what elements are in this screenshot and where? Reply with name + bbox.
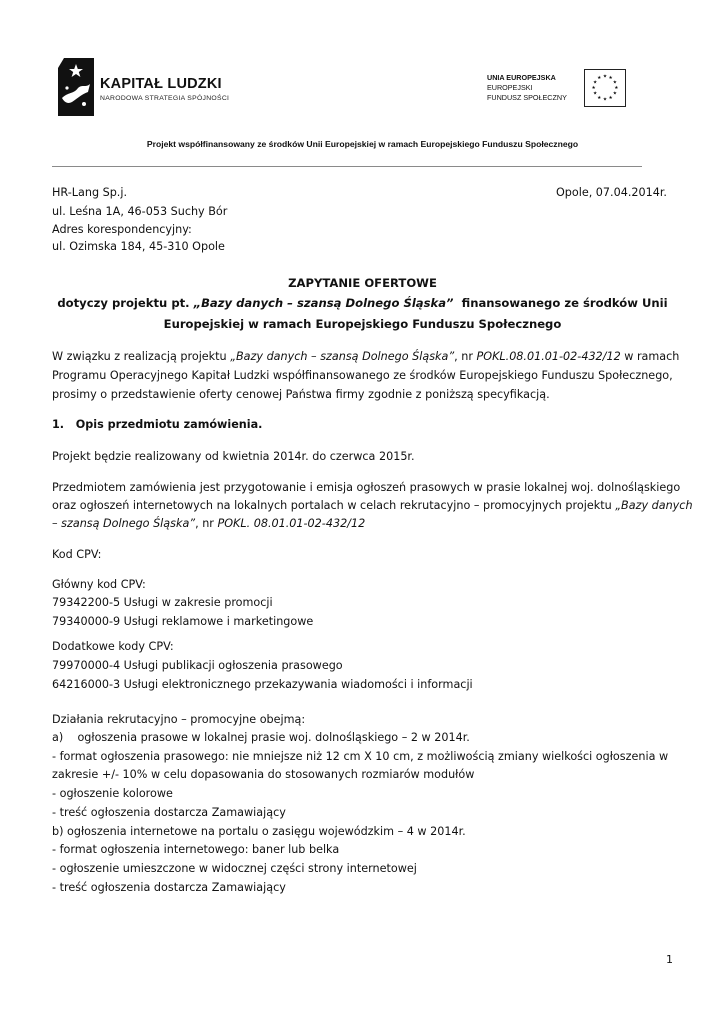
- eu-logo-line2: EUROPEJSKI: [487, 83, 533, 92]
- intro-end: w ramach: [620, 350, 680, 363]
- section-1-heading: 1. Opis przedmiotu zamówienia.: [52, 418, 263, 431]
- actions-line: zakresie +/- 10% w celu dopasowania do stosowanych rozmiarów modułów: [52, 768, 475, 781]
- project-period: Projekt będzie realizowany od kwietnia 2014r. do czerwca 2015r.: [52, 450, 415, 463]
- svg-text:★: ★: [614, 85, 619, 91]
- intro-nr: , nr: [454, 350, 477, 363]
- header-divider: [52, 166, 642, 167]
- subject-line-3: [52, 517, 365, 530]
- svg-text:★: ★: [612, 80, 617, 86]
- eu-logo-text: [487, 73, 567, 103]
- subject-project-name-start: „Bazy danych: [615, 499, 693, 512]
- subject-project-code: POKL. 08.01.01-02-432/12: [217, 517, 366, 530]
- project-name: „Bazy danych – szansą Dolnego Śląska”: [193, 296, 454, 310]
- actions-line: a) ogłoszenia prasowe w lokalnej prasie woj. dolnośląskiego – 2 w 2014r.: [52, 731, 470, 744]
- kapital-ludzki-logo: [58, 58, 233, 118]
- svg-text:★: ★: [597, 76, 602, 82]
- extra-cpv-item: 79970000-4 Usługi publikacji ogłoszenia prasowego: [52, 659, 343, 672]
- eu-logo: [487, 69, 629, 109]
- svg-text:★: ★: [602, 74, 608, 80]
- intro-line-2: Programu Operacyjnego Kapitał Ludzki współfinansowanego ze środków Europejskiego Funduszu Społecznego,: [52, 369, 673, 382]
- title-line-2-text: dotyczy projektu pt.: [57, 296, 194, 310]
- subject-line-1: Przedmiotem zamówienia jest przygotowanie i emisja ogłoszeń prasowych w prasie lokalnej woj. dolnośląskiego: [52, 481, 681, 494]
- svg-text:★: ★: [612, 91, 617, 97]
- actions-line: - treść ogłoszenia dostarcza Zamawiający: [52, 806, 286, 819]
- actions-line: - treść ogłoszenia dostarcza Zamawiający: [52, 881, 286, 894]
- subject-project-name-end: – szansą Dolnego Śląska”: [52, 517, 196, 530]
- intro-line-1: [52, 350, 679, 363]
- title-line-2: [0, 296, 725, 310]
- eu-logo-line3: FUNDUSZ SPOŁECZNY: [487, 93, 567, 102]
- actions-line: - ogłoszenie umieszczone w widocznej części strony internetowej: [52, 862, 417, 875]
- svg-text:★: ★: [608, 76, 613, 82]
- svg-text:★: ★: [602, 97, 608, 103]
- eu-logo-line1: UNIA EUROPEJSKA: [487, 73, 556, 82]
- intro-project-name: „Bazy danych – szansą Dolnego Śląska”: [230, 350, 455, 363]
- svg-text:★: ★: [593, 91, 598, 97]
- title-line-3: Europejskiej w ramach Europejskiego Funduszu Społecznego: [163, 317, 562, 331]
- extra-cpv-item: 64216000-3 Usługi elektronicznego przekazywania wiadomości i informacji: [52, 678, 473, 691]
- subject-line-2: [52, 499, 693, 512]
- svg-text:★: ★: [591, 85, 596, 91]
- sender-address: ul. Leśna 1A, 46-053 Suchy Bór: [52, 205, 228, 218]
- subject-line-2-text: oraz ogłoszeń internetowych na lokalnych portalach w celach rekrutacyjno – promocyjnych projektu: [52, 499, 616, 512]
- subject-nr: , nr: [195, 517, 218, 530]
- actions-line: - format ogłoszenia internetowego: baner lub belka: [52, 843, 340, 856]
- cpv-label: Kod CPV:: [52, 548, 102, 561]
- place-date: Opole, 07.04.2014r.: [555, 186, 667, 199]
- eu-flag-icon: [584, 69, 626, 107]
- intro-project-code: POKL.08.01.01-02-432/12: [476, 350, 621, 363]
- actions-line: Działania rekrutacyjno – promocyjne obejmą:: [52, 713, 306, 726]
- page-number: 1: [666, 953, 673, 966]
- kapital-ludzki-emblem-icon: [58, 58, 94, 116]
- svg-text:★: ★: [593, 80, 598, 86]
- extra-cpv-label: Dodatkowe kody CPV:: [52, 640, 174, 653]
- actions-line: - format ogłoszenia prasowego: nie mniejsze niż 12 cm X 10 cm, z możliwością zmiany wielkości ogłoszenia w: [52, 750, 669, 763]
- correspondence-address: ul. Ozimska 184, 45-310 Opole: [52, 240, 225, 253]
- intro-text: W związku z realizacją projektu: [52, 350, 231, 363]
- svg-text:★: ★: [597, 95, 602, 101]
- actions-line: b) ogłoszenia internetowe na portalu o zasięgu wojewódzkim – 4 w 2014r.: [52, 825, 466, 838]
- document-title: ZAPYTANIE OFERTOWE: [288, 276, 437, 290]
- actions-line: - ogłoszenie kolorowe: [52, 787, 173, 800]
- sender-name: HR-Lang Sp.j.: [52, 186, 128, 199]
- title-line-2-end: finansowanego ze środków Unii: [453, 296, 668, 310]
- kapital-ludzki-title: KAPITAŁ LUDZKI: [100, 76, 222, 92]
- svg-text:★: ★: [608, 95, 613, 101]
- kapital-ludzki-subtitle: NARODOWA STRATEGIA SPÓJNOŚCI: [100, 95, 230, 102]
- main-cpv-item: 79342200-5 Usługi w zakresie promocji: [52, 596, 273, 609]
- main-cpv-item: 79340000-9 Usługi reklamowe i marketingowe: [52, 615, 314, 628]
- cofinancing-note: Projekt współfinansowany ze środków Unii Europejskiej w ramach Europejskiego Funduszu Społecznego: [146, 139, 579, 149]
- correspondence-label: Adres korespondencyjny:: [52, 223, 192, 236]
- main-cpv-label: Główny kod CPV:: [52, 578, 146, 591]
- intro-line-3: prosimy o przedstawienie oferty cenowej Państwa firmy zgodnie z poniższą specyfikacją.: [52, 388, 550, 401]
